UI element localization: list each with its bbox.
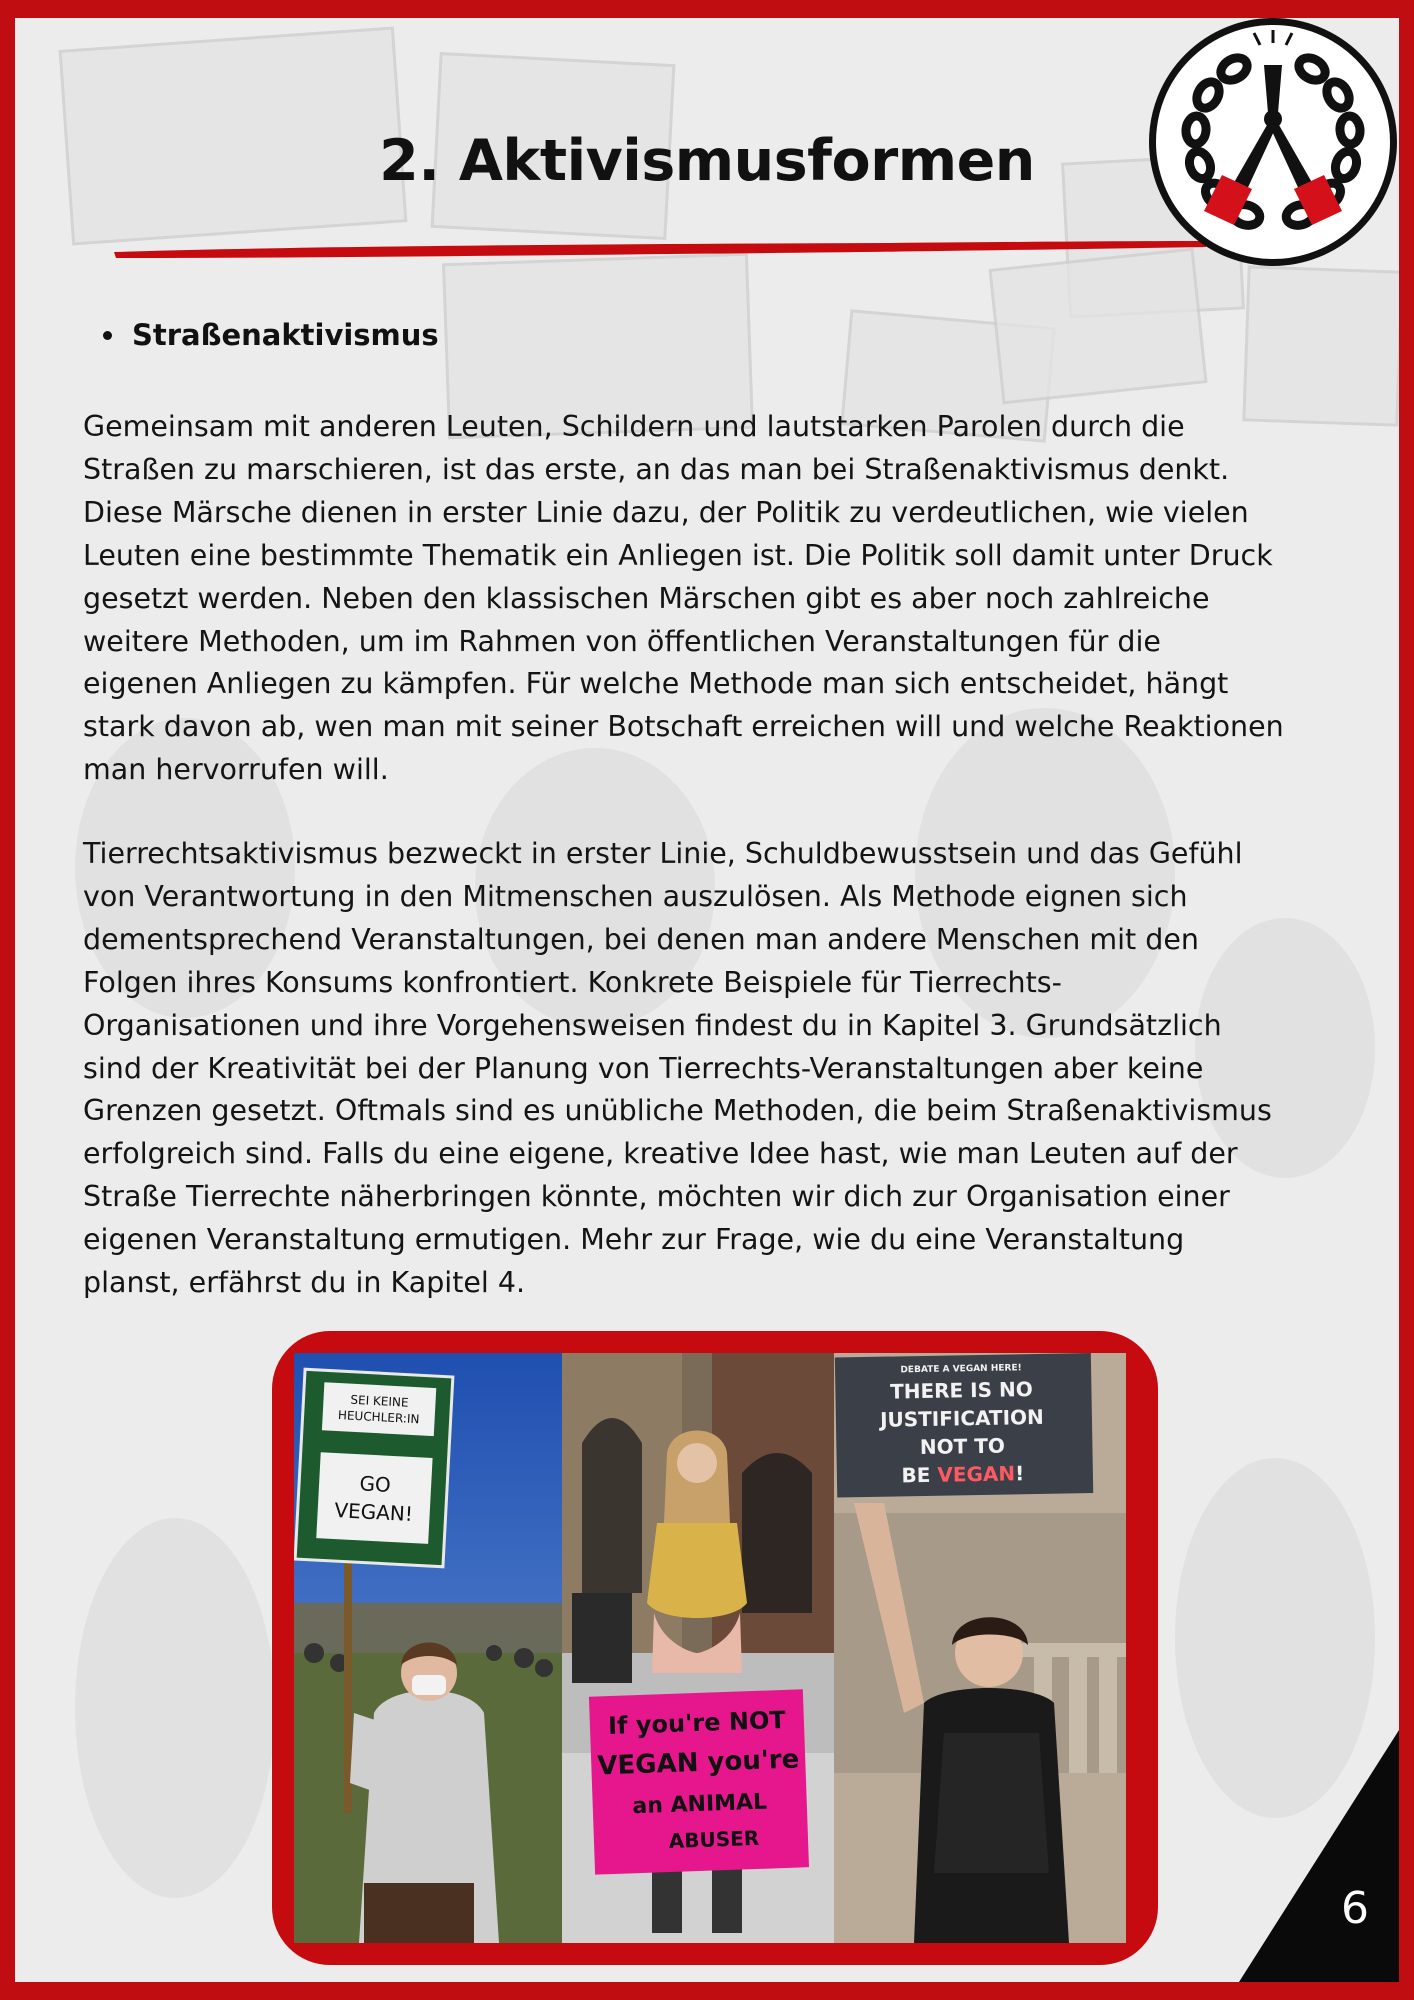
sign-text: NOT TO (919, 1433, 1006, 1460)
sign-text: ABUSER (668, 1825, 760, 1854)
sign-text: VEGAN you're (596, 1744, 800, 1782)
text-line: sind der Kreativität bei der Planung von Tierrechts-Veranstaltungen aber keine (83, 1051, 1204, 1085)
text-line: Diese Märsche dienen in erster Linie dazu, der Politik zu verdeutlichen, wie vielen (83, 495, 1249, 529)
text-line: planst, erfährst du in Kapitel 4. (83, 1266, 526, 1300)
photo-collage (272, 1331, 1158, 1965)
text-line: erfolgreich sind. Falls du eine eigene, kreative Idee hast, wie man Leuten auf der (83, 1137, 1238, 1171)
title-underline (110, 240, 1210, 262)
sign-text: GO (358, 1471, 392, 1497)
text-line: man hervorrufen will. (83, 753, 389, 787)
paragraph-1 (83, 406, 1393, 792)
paragraph-2 (83, 833, 1393, 1305)
sign-text: an ANIMAL (631, 1789, 768, 1820)
page-number: 6 (1341, 1883, 1369, 1934)
sign-text: HEUCHLER:IN (337, 1408, 420, 1427)
sign-text: BE VEGAN! (901, 1461, 1025, 1488)
page-title: 2. Aktivismusformen (379, 128, 1035, 194)
text-line: stark davon ab, wen man mit seiner Botschaft erreichen will und welche Reaktionen (83, 710, 1284, 744)
page-corner-triangle (1239, 1730, 1399, 1982)
text-line: dementsprechend Veranstaltungen, bei denen man andere Menschen mit den (83, 922, 1199, 956)
photo-justification-sign (834, 1353, 1126, 1943)
bullet-dot (103, 331, 112, 340)
text-line: eigenen Anliegen zu kämpfen. Für welche Methode man sich entscheidet, hängt (83, 667, 1229, 701)
text-line: Tierrechtsaktivismus bezweckt in erster Linie, Schuldbewusstsein und das Gefühl (83, 837, 1243, 870)
text-line: Organisationen und ihre Vorgehensweisen findest du in Kapitel 3. Grundsätzlich (83, 1008, 1222, 1042)
text-line: von Verantwortung in den Mitmenschen auszulösen. Als Methode eignen sich (83, 879, 1188, 913)
text-line: Grenzen gesetzt. Oftmals sind es unübliche Methoden, die beim Straßenaktivismus (83, 1094, 1272, 1128)
section-heading: Straßenaktivismus (132, 318, 439, 352)
document-page (15, 18, 1399, 1982)
text-line: Folgen ihres Konsums konfrontiert. Konkrete Beispiele für Tierrechts- (83, 965, 1062, 999)
text-line: gesetzt werden. Neben den klassischen Märschen gibt es aber noch zahlreiche (83, 581, 1210, 615)
text-line: eigenen Veranstaltung ermutigen. Mehr zur Frage, wie du eine Veranstaltung (83, 1223, 1185, 1257)
text-line: Straße Tierrechte näherbringen könnte, möchten wir dich zur Organisation einer (83, 1180, 1230, 1214)
text-line: Gemeinsam mit anderen Leuten, Schildern und lautstarken Parolen durch die (83, 410, 1185, 443)
text-line: Straßen zu marschieren, ist das erste, an das man bei Straßenaktivismus denkt. (83, 452, 1230, 486)
section-bullet (103, 318, 439, 352)
photo-animal-abuser-sign (562, 1353, 834, 1943)
organization-logo (1149, 18, 1397, 266)
sign-text: JUSTIFICATION (879, 1404, 1044, 1432)
sign-text: If you're NOT (607, 1705, 787, 1741)
photo-go-vegan-protester (294, 1353, 562, 1943)
chain-boltcutter-icon (1156, 25, 1390, 259)
sign-text: VEGAN! (333, 1498, 414, 1527)
text-line: weitere Methoden, um im Rahmen von öffentlichen Veranstaltungen für die (83, 624, 1161, 658)
sign-text: SEI KEINE (350, 1392, 409, 1410)
sign-text: THERE IS NO (889, 1377, 1033, 1404)
text-line: Leuten eine bestimmte Thematik ein Anliegen ist. Die Politik soll damit unter Druck (83, 538, 1273, 572)
sign-text: DEBATE A VEGAN HERE! (900, 1363, 1022, 1376)
